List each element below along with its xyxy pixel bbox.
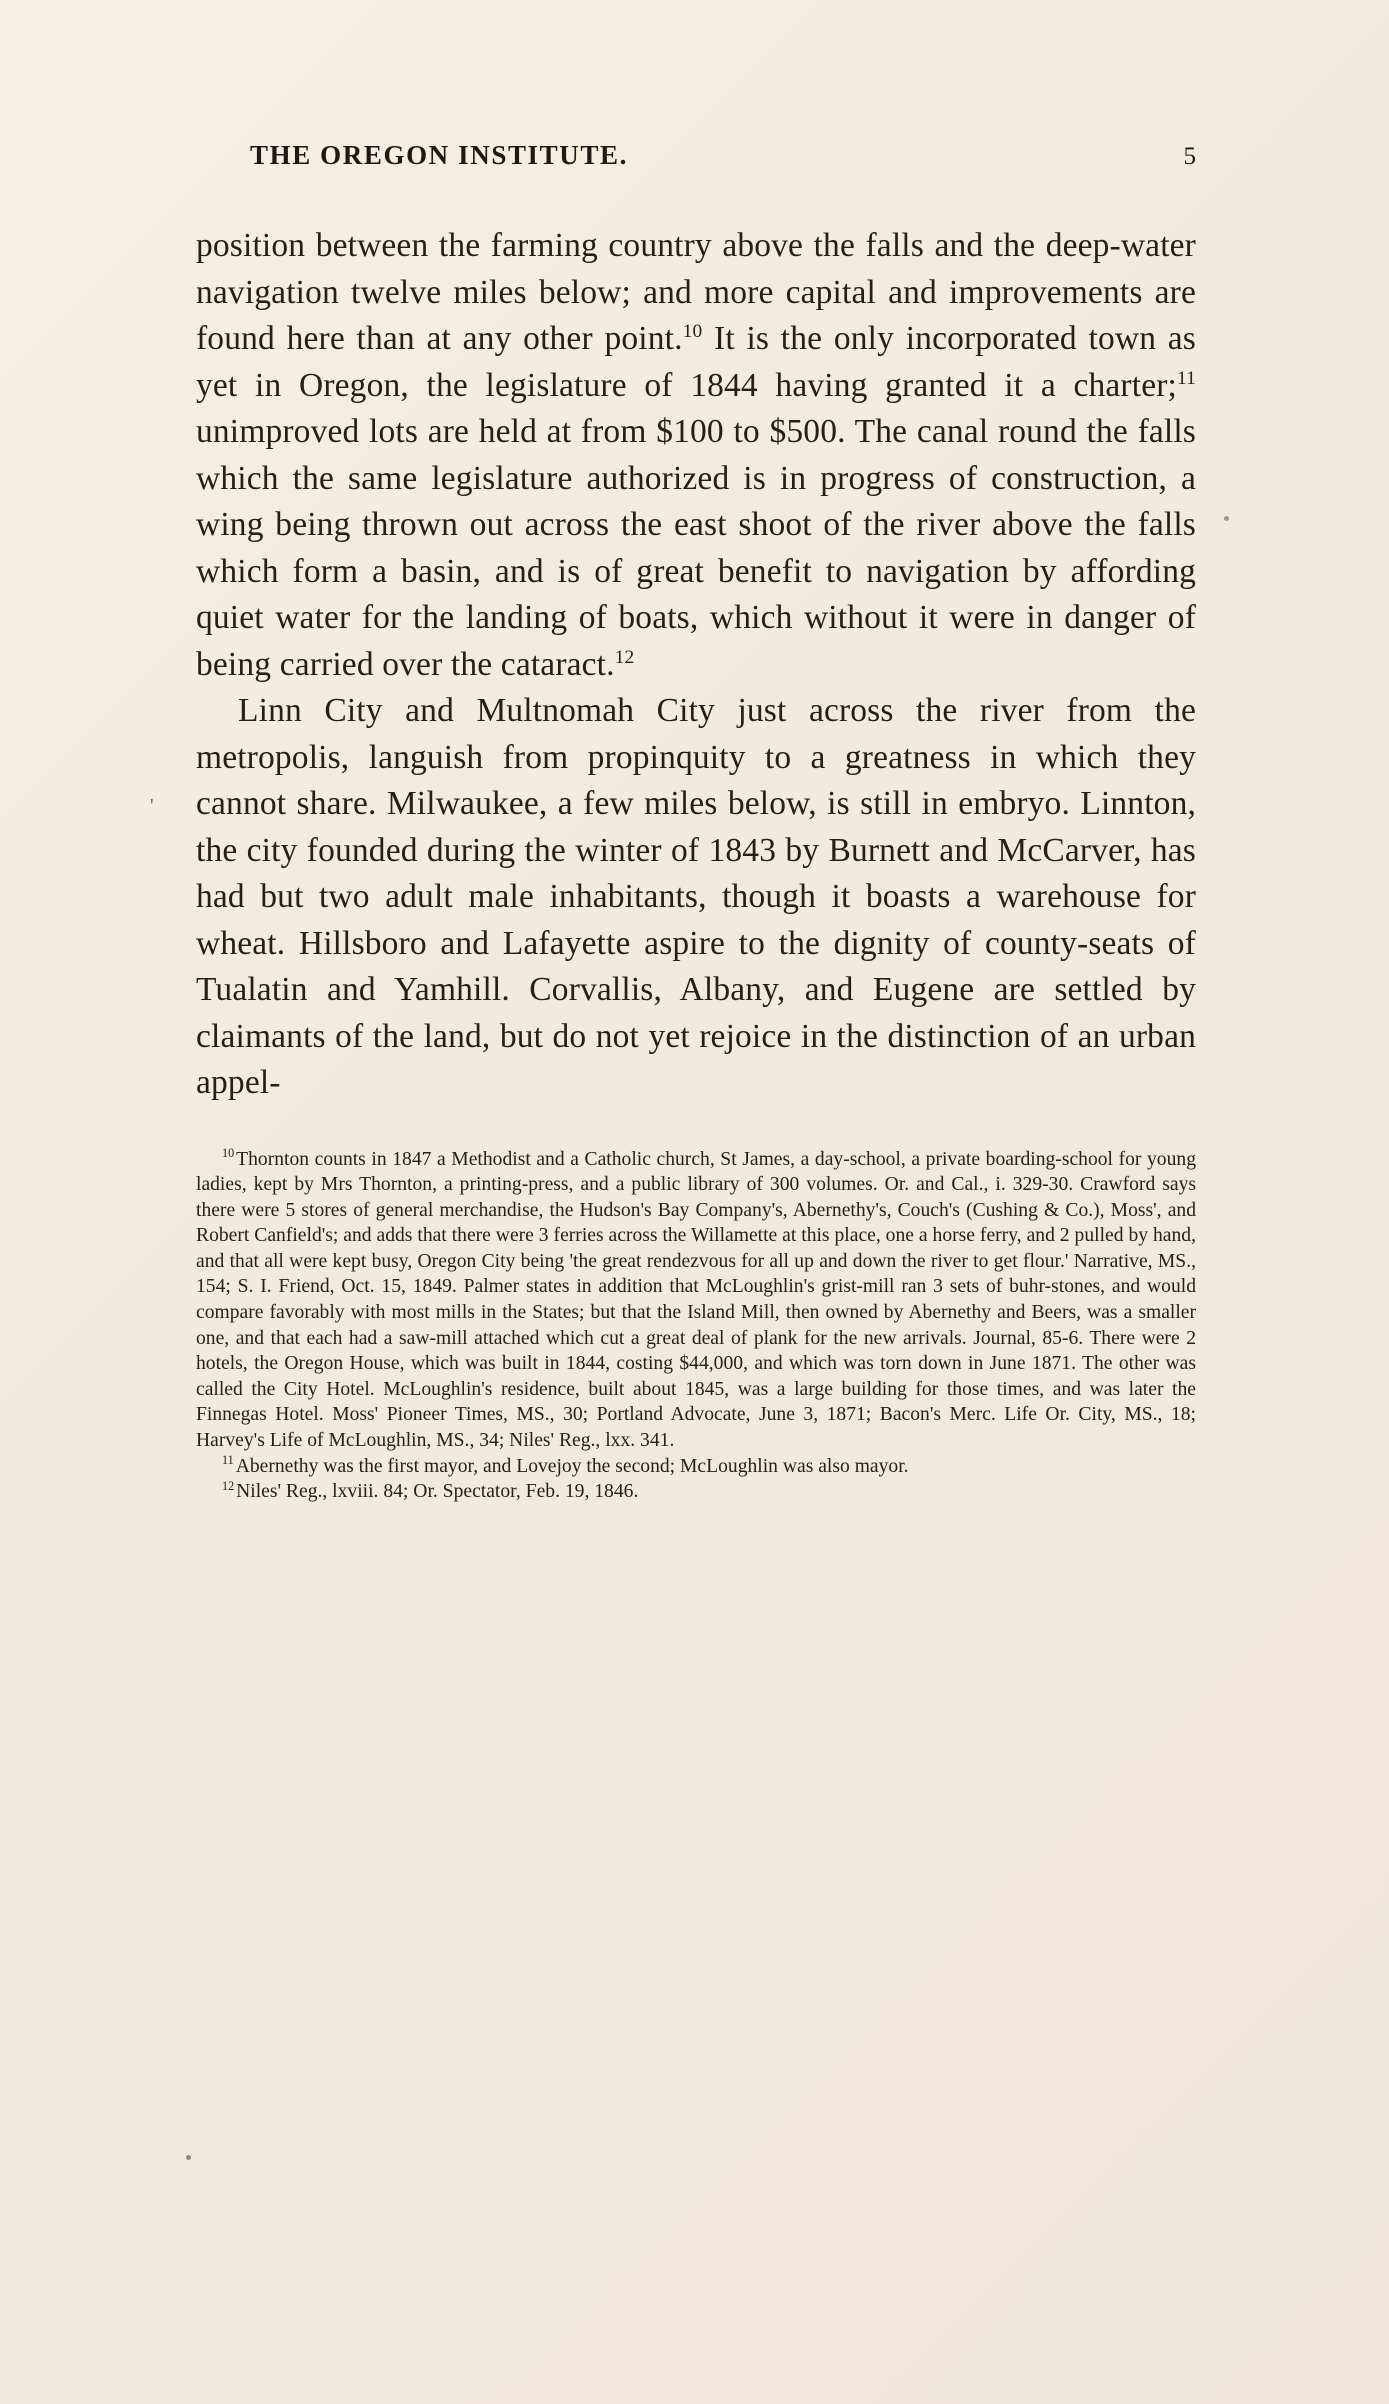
paragraph-1-part-b: It is the only incorporated town as yet in Oregon, the legislature of 1844 having granted it a charter; bbox=[196, 320, 1196, 404]
footnote-12-marker: 12 bbox=[222, 1478, 235, 1493]
paragraph-1-part-a: position between the farming country above the falls and the deep-water navigation twelve miles below; and more capital and improvements are found here than at any other point. bbox=[196, 227, 1196, 357]
page-header bbox=[196, 140, 1196, 171]
footnote-12-text: Niles' Reg., lxviii. 84; Or. Spectator, Feb. 19, 1846. bbox=[236, 1481, 639, 1503]
footnote-11-text: Abernethy was the first mayor, and Lovejoy the second; McLoughlin was also mayor. bbox=[235, 1455, 909, 1477]
page-margin-mark: ' bbox=[150, 795, 154, 817]
footnote-11 bbox=[196, 1454, 1196, 1480]
footnote-12 bbox=[196, 1479, 1196, 1505]
page-content bbox=[196, 140, 1196, 1505]
footnote-10 bbox=[196, 1147, 1196, 1454]
page-speck-right bbox=[1224, 516, 1229, 521]
page-number: 5 bbox=[1183, 143, 1196, 170]
paragraph-1-part-c: unimproved lots are held at from $100 to $500. The canal round the falls which the same legislature authorized is in progress of construction, a wing being thrown out across the east shoot of the river above the falls which form a basin, and is of great benefit to navigation by affording quiet water for the landing of boats, which without it were in danger of being carried over the cataract. bbox=[196, 413, 1196, 683]
footnote-10-marker: 10 bbox=[222, 1145, 235, 1160]
footnote-11-marker: 11 bbox=[222, 1453, 234, 1468]
footnotes-section bbox=[196, 1147, 1196, 1505]
running-title: THE OREGON INSTITUTE. bbox=[250, 140, 628, 170]
paragraph-1 bbox=[196, 223, 1196, 688]
footnote-ref-11[interactable]: 11 bbox=[1176, 367, 1196, 389]
footnote-10-text: Thornton counts in 1847 a Methodist and a Catholic church, St James, a day-school, a private boarding-school for young ladies, kept by Mrs Thornton, a printing-press, and a public library of 300 volumes. Or. and Cal., i. 329-30. Crawford says there were 5 stores of general merchandise, the Hudson's Bay Company's, Abernethy's, Couch's (Cushing & Co.), Moss', and Robert Canfield's; and adds that there were 3 ferries across the Willamette at this place, one a horse ferry, and 2 pulled by hand, and that all were kept busy, Oregon City being 'the great rendezvous for all up and down the river to get flour.' Narrative, MS., 154; S. I. Friend, Oct. 15, 1849. Palmer states in addition that McLoughlin's grist-mill ran 3 sets of buhr-stones, and would compare favorably with most mills in the States; but that the Island Mill, then owned by Abernethy and Beers, was a smaller one, and that each had a saw-mill attached which cut a great deal of plank for the new arrivals. Journal, 85-6. There were 2 hotels, the Oregon House, which was built in 1844, costing $44,000, and which was torn down in June 1871. The other was called the City Hotel. McLoughlin's residence, built about 1845, was a large building for those times, and was later the Finnegas Hotel. Moss' Pioneer Times, MS., 30; Portland Advocate, June 3, 1871; Bacon's Merc. Life Or. City, MS., 18; Harvey's Life of McLoughlin, MS., 34; Niles' Reg., lxx. 341. bbox=[196, 1148, 1196, 1452]
page-speck-bottom bbox=[186, 2155, 191, 2160]
paragraph-2: Linn City and Multnomah City just across the river from the metropolis, languish from propinquity to a greatness in which they cannot share. Milwaukee, a few miles below, is still in embryo. Linnton, the city founded during the winter of 1843 by Burnett and McCarver, has had but two adult male inhabitants, though it boasts a warehouse for wheat. Hillsboro and Lafayette aspire to the dignity of county-seats of Tualatin and Yamhill. Corvallis, Albany, and Eugene are settled by claimants of the land, but do not yet rejoice in the distinction of an urban appel- bbox=[196, 692, 1196, 1101]
footnote-ref-12[interactable]: 12 bbox=[614, 646, 635, 668]
body-text bbox=[196, 223, 1196, 1107]
footnote-ref-10[interactable]: 10 bbox=[682, 320, 703, 342]
